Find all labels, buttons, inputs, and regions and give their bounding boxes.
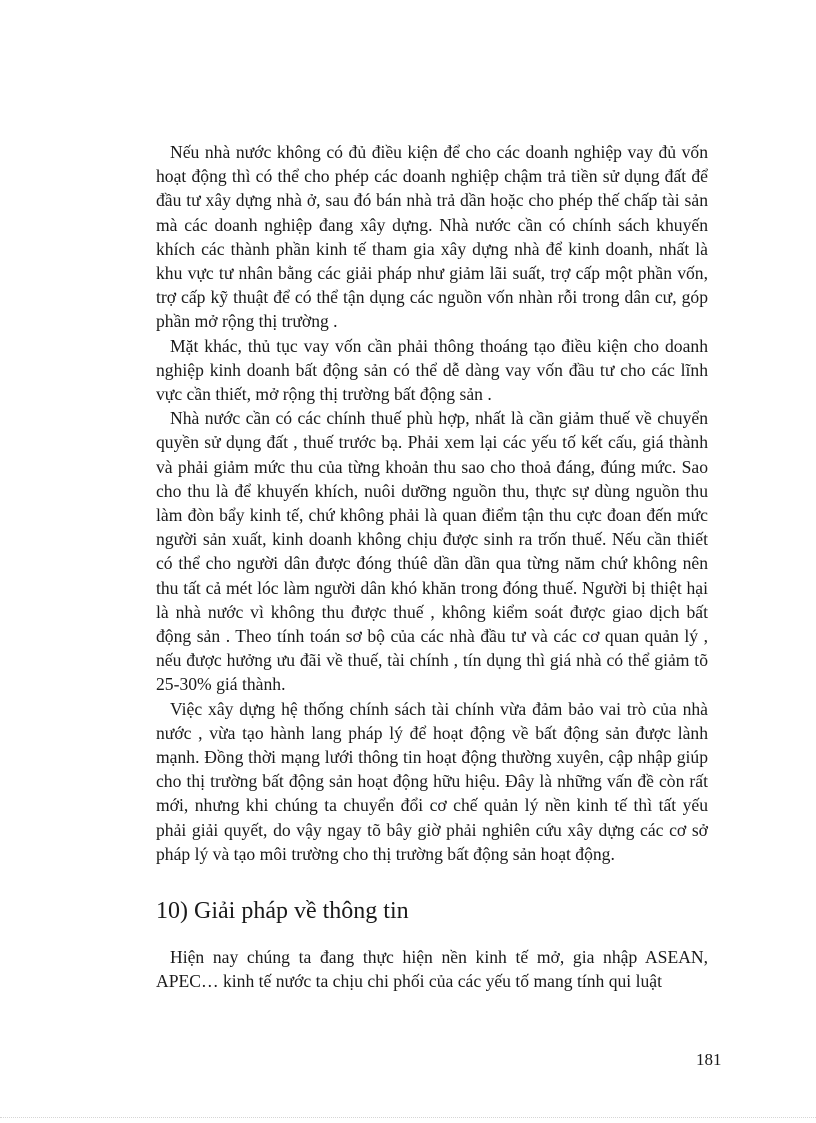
page-bottom-divider (0, 1117, 816, 1118)
paragraph-tax-policy: Nhà nước cần có các chính thuế phù hợp, nhất là cần giảm thuế về chuyển quyền sử dụng đất , thuế trước bạ. Phải xem lại các yếu tố kết cấu, giá thành và phải giảm mức thu của từng khoản thu sao cho thoả đáng, đúng mức. Sao cho thu là để khuyến khích, nuôi dưỡng nguồn thu, thực sự dùng nguồn thu làm đòn bẩy kinh tế, chứ không phải là quan điểm tận thu cực đoan đến mức người sản xuất, kinh doanh không chịu được sinh ra trốn thuế. Nếu cần thiết có thể cho người dân được đóng thúê dần dần qua từng năm chứ không nên thu tất cả mét lóc làm người dân khó khăn trong đóng thuế. Người bị thiệt hại là nhà nước vì không thu được thuế , không kiểm soát được giao dịch bất động sản . Theo tính toán sơ bộ của các nhà đầu tư và các cơ quan quản lý , nếu được hưởng ưu đãi về thuế, tài chính , tín dụng thì giá nhà có thể giảm tõ 25-30% giá thành. (156, 408, 708, 695)
paragraph-loan-procedures: Mặt khác, thủ tục vay vốn cần phải thông thoáng tạo điều kiện cho doanh nghiệp kinh doanh bất động sản có thể dễ dàng vay vốn đầu tư cho các lĩnh vực cần thiết, mở rộng thị trường bất động sản . (156, 335, 708, 405)
body-text (156, 140, 708, 866)
paragraph-credit-support: Nếu nhà nước không có đủ điều kiện để cho các doanh nghiệp vay đủ vốn hoạt động thì có thể cho phép các doanh nghiệp chậm trả tiền sử dụng đất để đầu tư xây dựng nhà ở, sau đó bán nhà trả dần hoặc cho phép thế chấp tài sản mà các doanh nghiệp đang xây dựng. Nhà nước cần có chính sách khuyến khích các thành phần kinh tế tham gia xây dựng nhà để kinh doanh, nhất là khu vực tư nhân bằng các giải pháp như giảm lãi suất, trợ cấp một phần vốn, trợ cấp kỹ thuật để có thể tận dụng các nguồn vốn nhàn rỗi trong dân cư, góp phần mở rộng thị trường . (156, 142, 708, 332)
paragraph-information: Hiện nay chúng ta đang thực hiện nền kinh tế mở, gia nhập ASEAN, APEC… kinh tế nước ta chịu chi phối của các yếu tố mang tính qui luật (156, 947, 708, 992)
paragraph-financial-policy: Việc xây dựng hệ thống chính sách tài chính vừa đảm bảo vai trò của nhà nước , vừa tạo hành lang pháp lý để hoạt động về bất động sản được lành mạnh. Đồng thời mạng lưới thông tin hoạt động thường xuyên, cập nhập giúp cho thị trường bất động sản hoạt động hữu hiệu. Đây là những vấn đề còn rất mới, nhưng khi chúng ta chuyển đổi cơ chế quản lý nền kinh tế thì tất yếu phải giải quyết, do vậy ngay tõ bây giờ phải nghiên cứu xây dựng các cơ sở pháp lý và tạo môi trường cho thị trường bất động sản hoạt động. (156, 698, 708, 864)
page-number: 181 (696, 1050, 722, 1069)
section-body (156, 945, 708, 993)
section-heading: 10) Giải pháp về thông tin (156, 898, 409, 924)
